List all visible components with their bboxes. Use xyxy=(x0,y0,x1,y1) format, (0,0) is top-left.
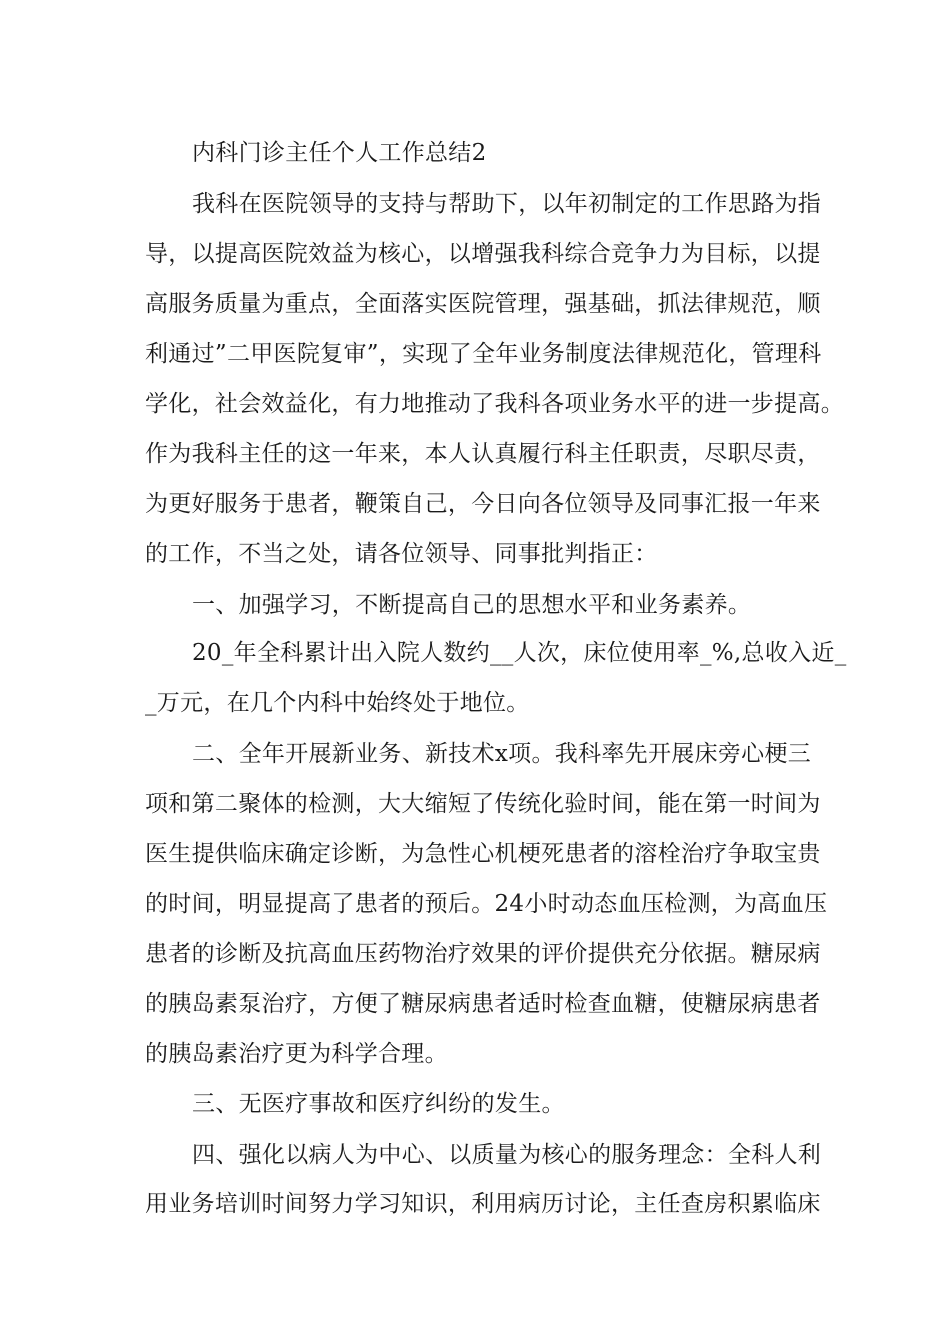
intro-line-7: 为更好服务于患者，鞭策自己，今日向各位领导及同事汇报一年来 xyxy=(145,491,821,517)
intro-line-1: 我科在医院领导的支持与帮助下，以年初制定的工作思路为指 xyxy=(192,191,822,217)
section-2-line-3: 医生提供临床确定诊断，为急性心机梗死患者的溶栓治疗争取宝贵 xyxy=(145,841,821,867)
document-title: 内科门诊主任个人工作总结2 xyxy=(192,140,487,166)
section-2-line-4: 的时间，明显提高了患者的预后。24小时动态血压检测，为高血压 xyxy=(145,891,828,917)
section-1-heading: 一、加强学习，不断提高自己的思想水平和业务素养。 xyxy=(192,592,752,618)
intro-line-8: 的工作，不当之处，请各位领导、同事批判指正： xyxy=(145,541,658,567)
intro-line-4: 利通过”二甲医院复审”，实现了全年业务制度法律规范化，管理科 xyxy=(145,341,822,367)
section-2-line-2: 项和第二聚体的检测，大大缩短了传统化验时间，能在第一时间为 xyxy=(145,791,821,817)
section-2-line-5: 患者的诊断及抗高血压药物治疗效果的评价提供充分依据。糖尿病 xyxy=(145,941,821,967)
section-1-line-1: 20_年全科累计出入院人数约__人次，床位使用率_%,总收入近_ xyxy=(192,640,847,666)
intro-line-3: 高服务质量为重点，全面落实医院管理，强基础，抓法律规范，顺 xyxy=(145,291,821,317)
section-3-heading: 三、无医疗事故和医疗纠纷的发生。 xyxy=(192,1091,565,1117)
section-4-line-2: 用业务培训时间努力学习知识，利用病历讨论，主任查房积累临床 xyxy=(145,1191,821,1217)
intro-line-5: 学化，社会效益化，有力地推动了我科各项业务水平的进一步提高。 xyxy=(145,391,844,417)
section-2-line-7: 的胰岛素治疗更为科学合理。 xyxy=(145,1041,448,1067)
section-2-line-1: 二、全年开展新业务、新技术x项。我科率先开展床旁心梗三 xyxy=(192,741,812,767)
intro-line-6: 作为我科主任的这一年来，本人认真履行科主任职责，尽职尽责， xyxy=(145,441,821,467)
section-4-line-1: 四、强化以病人为中心、以质量为核心的服务理念：全科人利 xyxy=(192,1142,822,1168)
section-1-line-2: _万元，在几个内科中始终处于地位。 xyxy=(145,690,530,716)
section-2-line-6: 的胰岛素泵治疗，方便了糖尿病患者适时检查血糖，使糖尿病患者 xyxy=(145,991,821,1017)
intro-line-2: 导，以提高医院效益为核心，以增强我科综合竞争力为目标，以提 xyxy=(145,241,821,267)
